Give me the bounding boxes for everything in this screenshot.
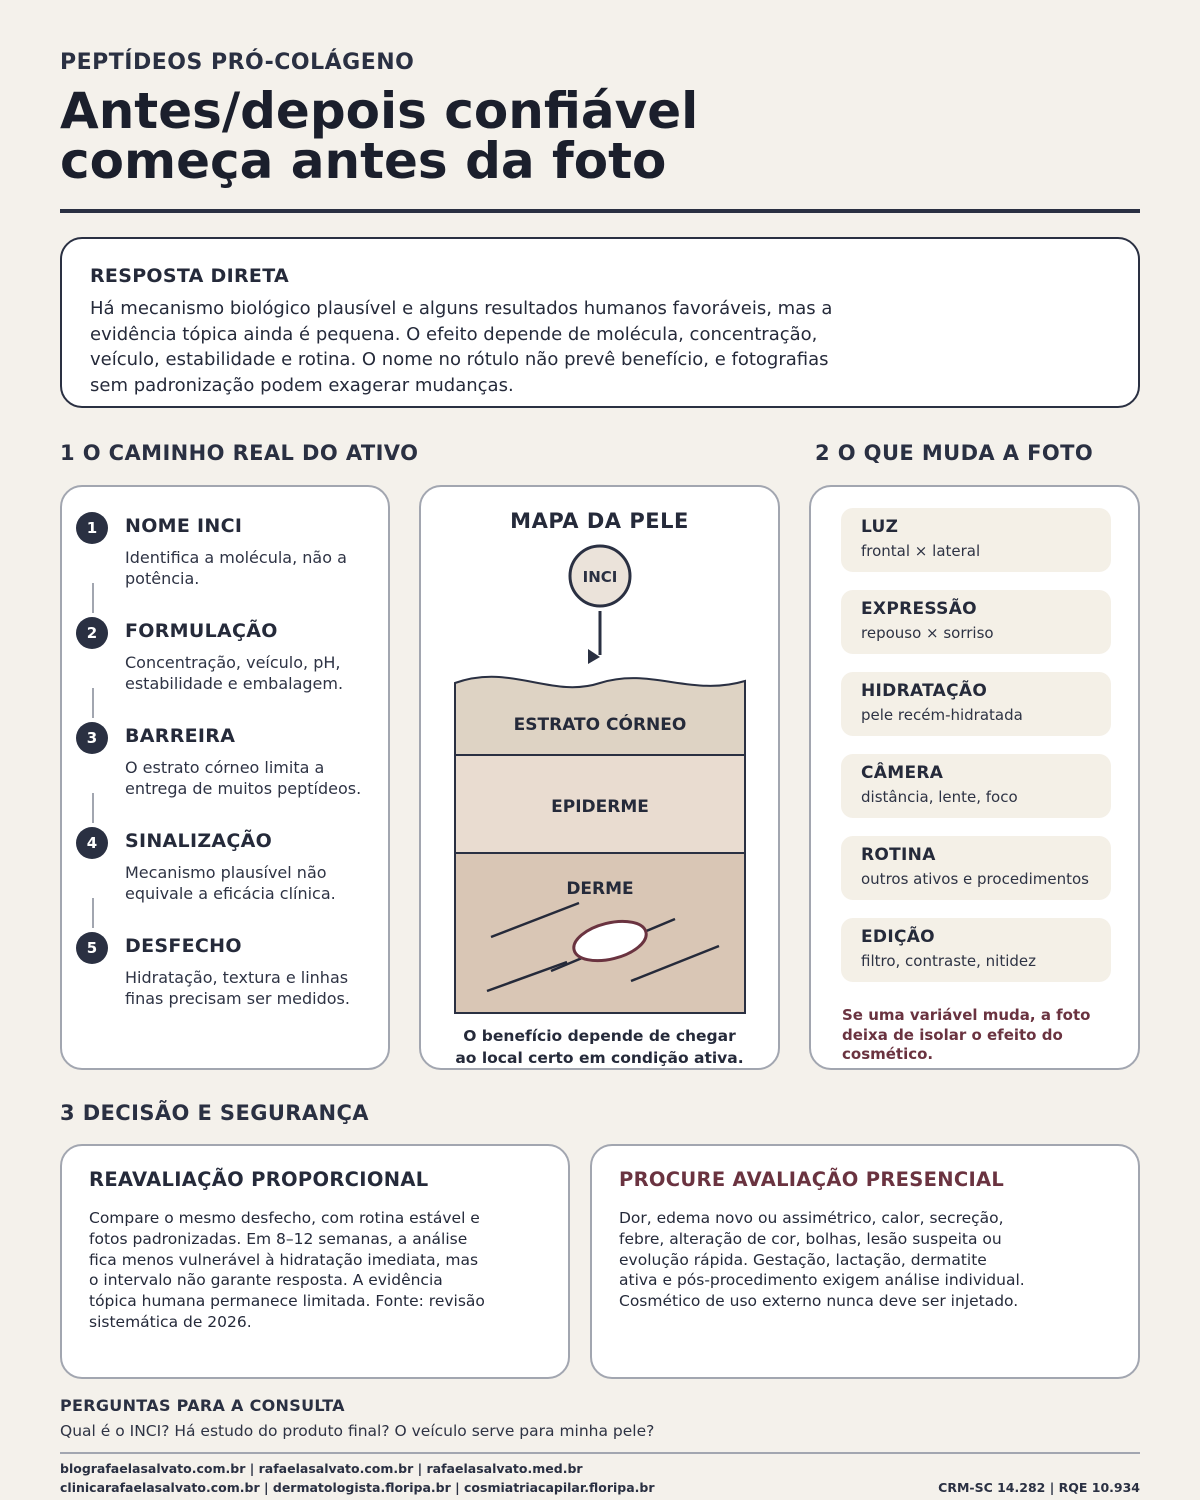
- variable-desc: pele recém-hidratada: [861, 706, 1023, 724]
- inci-label: INCI: [582, 568, 618, 586]
- footer-links-line-2: clinicarafaelasalvato.com.br | dermatologista.floripa.br | cosmiatriacapilar.floripa.br: [60, 1480, 655, 1495]
- step-description: [125, 967, 385, 1009]
- variable-desc: repouso × sorriso: [861, 624, 994, 642]
- direct-answer-heading: RESPOSTA DIRETA: [90, 265, 289, 287]
- questions-heading: PERGUNTAS PARA A CONSULTA: [60, 1396, 345, 1415]
- skin-map-title: MAPA DA PELE: [510, 509, 689, 533]
- variable-label: EXPRESSÃO: [861, 599, 977, 619]
- caption-line: ao local certo em condição ativa.: [455, 1049, 744, 1067]
- proportional-reassessment-card: [60, 1144, 570, 1379]
- text-line: Dor, edema novo ou assimétrico, calor, secreção,: [619, 1209, 1004, 1227]
- step-description: [125, 757, 385, 799]
- layer-label: DERME: [566, 879, 634, 899]
- text-line: evolução rápida. Gestação, lactação, dermatite: [619, 1250, 987, 1269]
- text-line: tópica humana permanece limitada. Fonte: revisão: [89, 1292, 485, 1311]
- direct-answer-card: [60, 237, 1140, 408]
- page-title: [60, 82, 699, 190]
- reassessment-text: [89, 1208, 519, 1333]
- active-path-card: [60, 485, 390, 1070]
- text-line: Compare o mesmo desfecho, com rotina estável e: [89, 1209, 480, 1227]
- step-desc-line: entrega de muitos peptídeos.: [125, 779, 362, 798]
- variable-label: EDIÇÃO: [861, 927, 935, 947]
- step-number-badge: 2: [76, 617, 108, 649]
- variable-box: [841, 590, 1111, 654]
- title-line-1: Antes/depois confiável: [60, 82, 699, 140]
- step-desc-line: Identifica a molécula, não a: [125, 548, 347, 567]
- in-person-heading: PROCURE AVALIAÇÃO PRESENCIAL: [619, 1168, 1005, 1191]
- step-desc-line: potência.: [125, 569, 200, 588]
- step-connector: [92, 583, 94, 613]
- step-title: SINALIZAÇÃO: [125, 830, 273, 852]
- step-title: NOME INCI: [125, 515, 243, 537]
- step-desc-line: Hidratação, textura e linhas: [125, 968, 349, 987]
- variable-box: [841, 754, 1111, 818]
- variable-label: ROTINA: [861, 845, 936, 865]
- variable-desc: distância, lente, foco: [861, 788, 1018, 806]
- header-divider: [60, 209, 1140, 213]
- step-desc-line: Concentração, veículo, pH,: [125, 653, 341, 672]
- text-line: Cosmético de uso externo nunca deve ser injetado.: [619, 1292, 1019, 1311]
- layer-label: ESTRATO CÓRNEO: [513, 715, 687, 735]
- arrow-head-icon: [588, 649, 600, 664]
- footer-credentials: CRM-SC 14.282 | RQE 10.934: [938, 1480, 1140, 1495]
- photo-note: [842, 1006, 1127, 1065]
- variable-desc: outros ativos e procedimentos: [861, 870, 1089, 888]
- questions-text: Qual é o INCI? Há estudo do produto final? O veículo serve para minha pele?: [60, 1422, 655, 1440]
- text-line: ativa e pós-procedimento exigem análise individual.: [619, 1271, 1025, 1290]
- in-person-text: [619, 1208, 1089, 1312]
- step-desc-line: Mecanismo plausível não: [125, 863, 327, 882]
- text-line: fica menos vulnerável à hidratação imediata, mas: [89, 1250, 479, 1269]
- text-line: fotos padronizadas. Em 8–12 semanas, a análise: [89, 1229, 468, 1248]
- step-number-badge: 4: [76, 827, 108, 859]
- step-desc-line: estabilidade e embalagem.: [125, 674, 344, 693]
- step-connector: [92, 898, 94, 928]
- direct-answer-text: [90, 296, 940, 398]
- text-line: febre, alteração de cor, bolhas, lesão suspeita ou: [619, 1229, 1002, 1248]
- answer-line: veículo, estabilidade e rotina. O nome no rótulo não prevê benefício, e fotografias: [90, 349, 829, 370]
- section-2-heading: 2 O QUE MUDA A FOTO: [815, 441, 1094, 465]
- section-1-heading: 1 O CAMINHO REAL DO ATIVO: [60, 441, 419, 465]
- variable-desc: frontal × lateral: [861, 542, 981, 560]
- in-person-evaluation-card: [590, 1144, 1140, 1379]
- caption-line: O benefício depende de chegar: [463, 1027, 736, 1045]
- photo-variables-card: [809, 485, 1140, 1070]
- variable-label: HIDRATAÇÃO: [861, 681, 988, 701]
- note-line: Se uma variável muda, a foto: [842, 1006, 1091, 1024]
- section-3-heading: 3 DECISÃO E SEGURANÇA: [60, 1101, 369, 1125]
- footer-links-line-1: blografaelasalvato.com.br | rafaelasalvato.com.br | rafaelasalvato.med.br: [60, 1461, 583, 1476]
- step-desc-line: equivale a eficácia clínica.: [125, 884, 336, 903]
- skin-map-diagram: [421, 487, 778, 1068]
- step-description: [125, 547, 385, 589]
- step-connector: [92, 793, 94, 823]
- variable-box: [841, 836, 1111, 900]
- header-kicker: PEPTÍDEOS PRÓ-COLÁGENO: [60, 50, 415, 75]
- skin-map-caption: [421, 1025, 778, 1069]
- variable-box: [841, 508, 1111, 572]
- variable-box: [841, 918, 1111, 982]
- text-line: o intervalo não garante resposta. A evidência: [89, 1271, 443, 1290]
- layer-label: EPIDERME: [551, 797, 649, 817]
- step-description: [125, 862, 385, 904]
- step-connector: [92, 688, 94, 718]
- variable-desc: filtro, contraste, nitidez: [861, 952, 1037, 970]
- step-number-badge: 1: [76, 512, 108, 544]
- variable-box: [841, 672, 1111, 736]
- variable-label: LUZ: [861, 517, 899, 537]
- skin-map-card: [419, 485, 780, 1070]
- text-line: sistemática de 2026.: [89, 1312, 252, 1331]
- reassessment-heading: REAVALIAÇÃO PROPORCIONAL: [89, 1168, 429, 1191]
- footer-divider: [60, 1452, 1140, 1454]
- step-title: FORMULAÇÃO: [125, 620, 278, 642]
- step-desc-line: O estrato córneo limita a: [125, 758, 325, 777]
- step-title: BARREIRA: [125, 725, 236, 747]
- variable-label: CÂMERA: [861, 763, 944, 783]
- step-desc-line: finas precisam ser medidos.: [125, 989, 350, 1008]
- title-line-2: começa antes da foto: [60, 132, 667, 190]
- answer-line: sem padronização podem exagerar mudanças.: [90, 374, 514, 396]
- step-number-badge: 5: [76, 932, 108, 964]
- note-line: deixa de isolar o efeito do: [842, 1025, 1063, 1044]
- answer-line: Há mecanismo biológico plausível e alguns resultados humanos favoráveis, mas a: [90, 298, 833, 319]
- note-line: cosmético.: [842, 1045, 934, 1063]
- answer-line: evidência tópica ainda é pequena. O efeito depende de molécula, concentração,: [90, 323, 818, 345]
- step-description: [125, 652, 385, 694]
- step-title: DESFECHO: [125, 935, 242, 957]
- step-number-badge: 3: [76, 722, 108, 754]
